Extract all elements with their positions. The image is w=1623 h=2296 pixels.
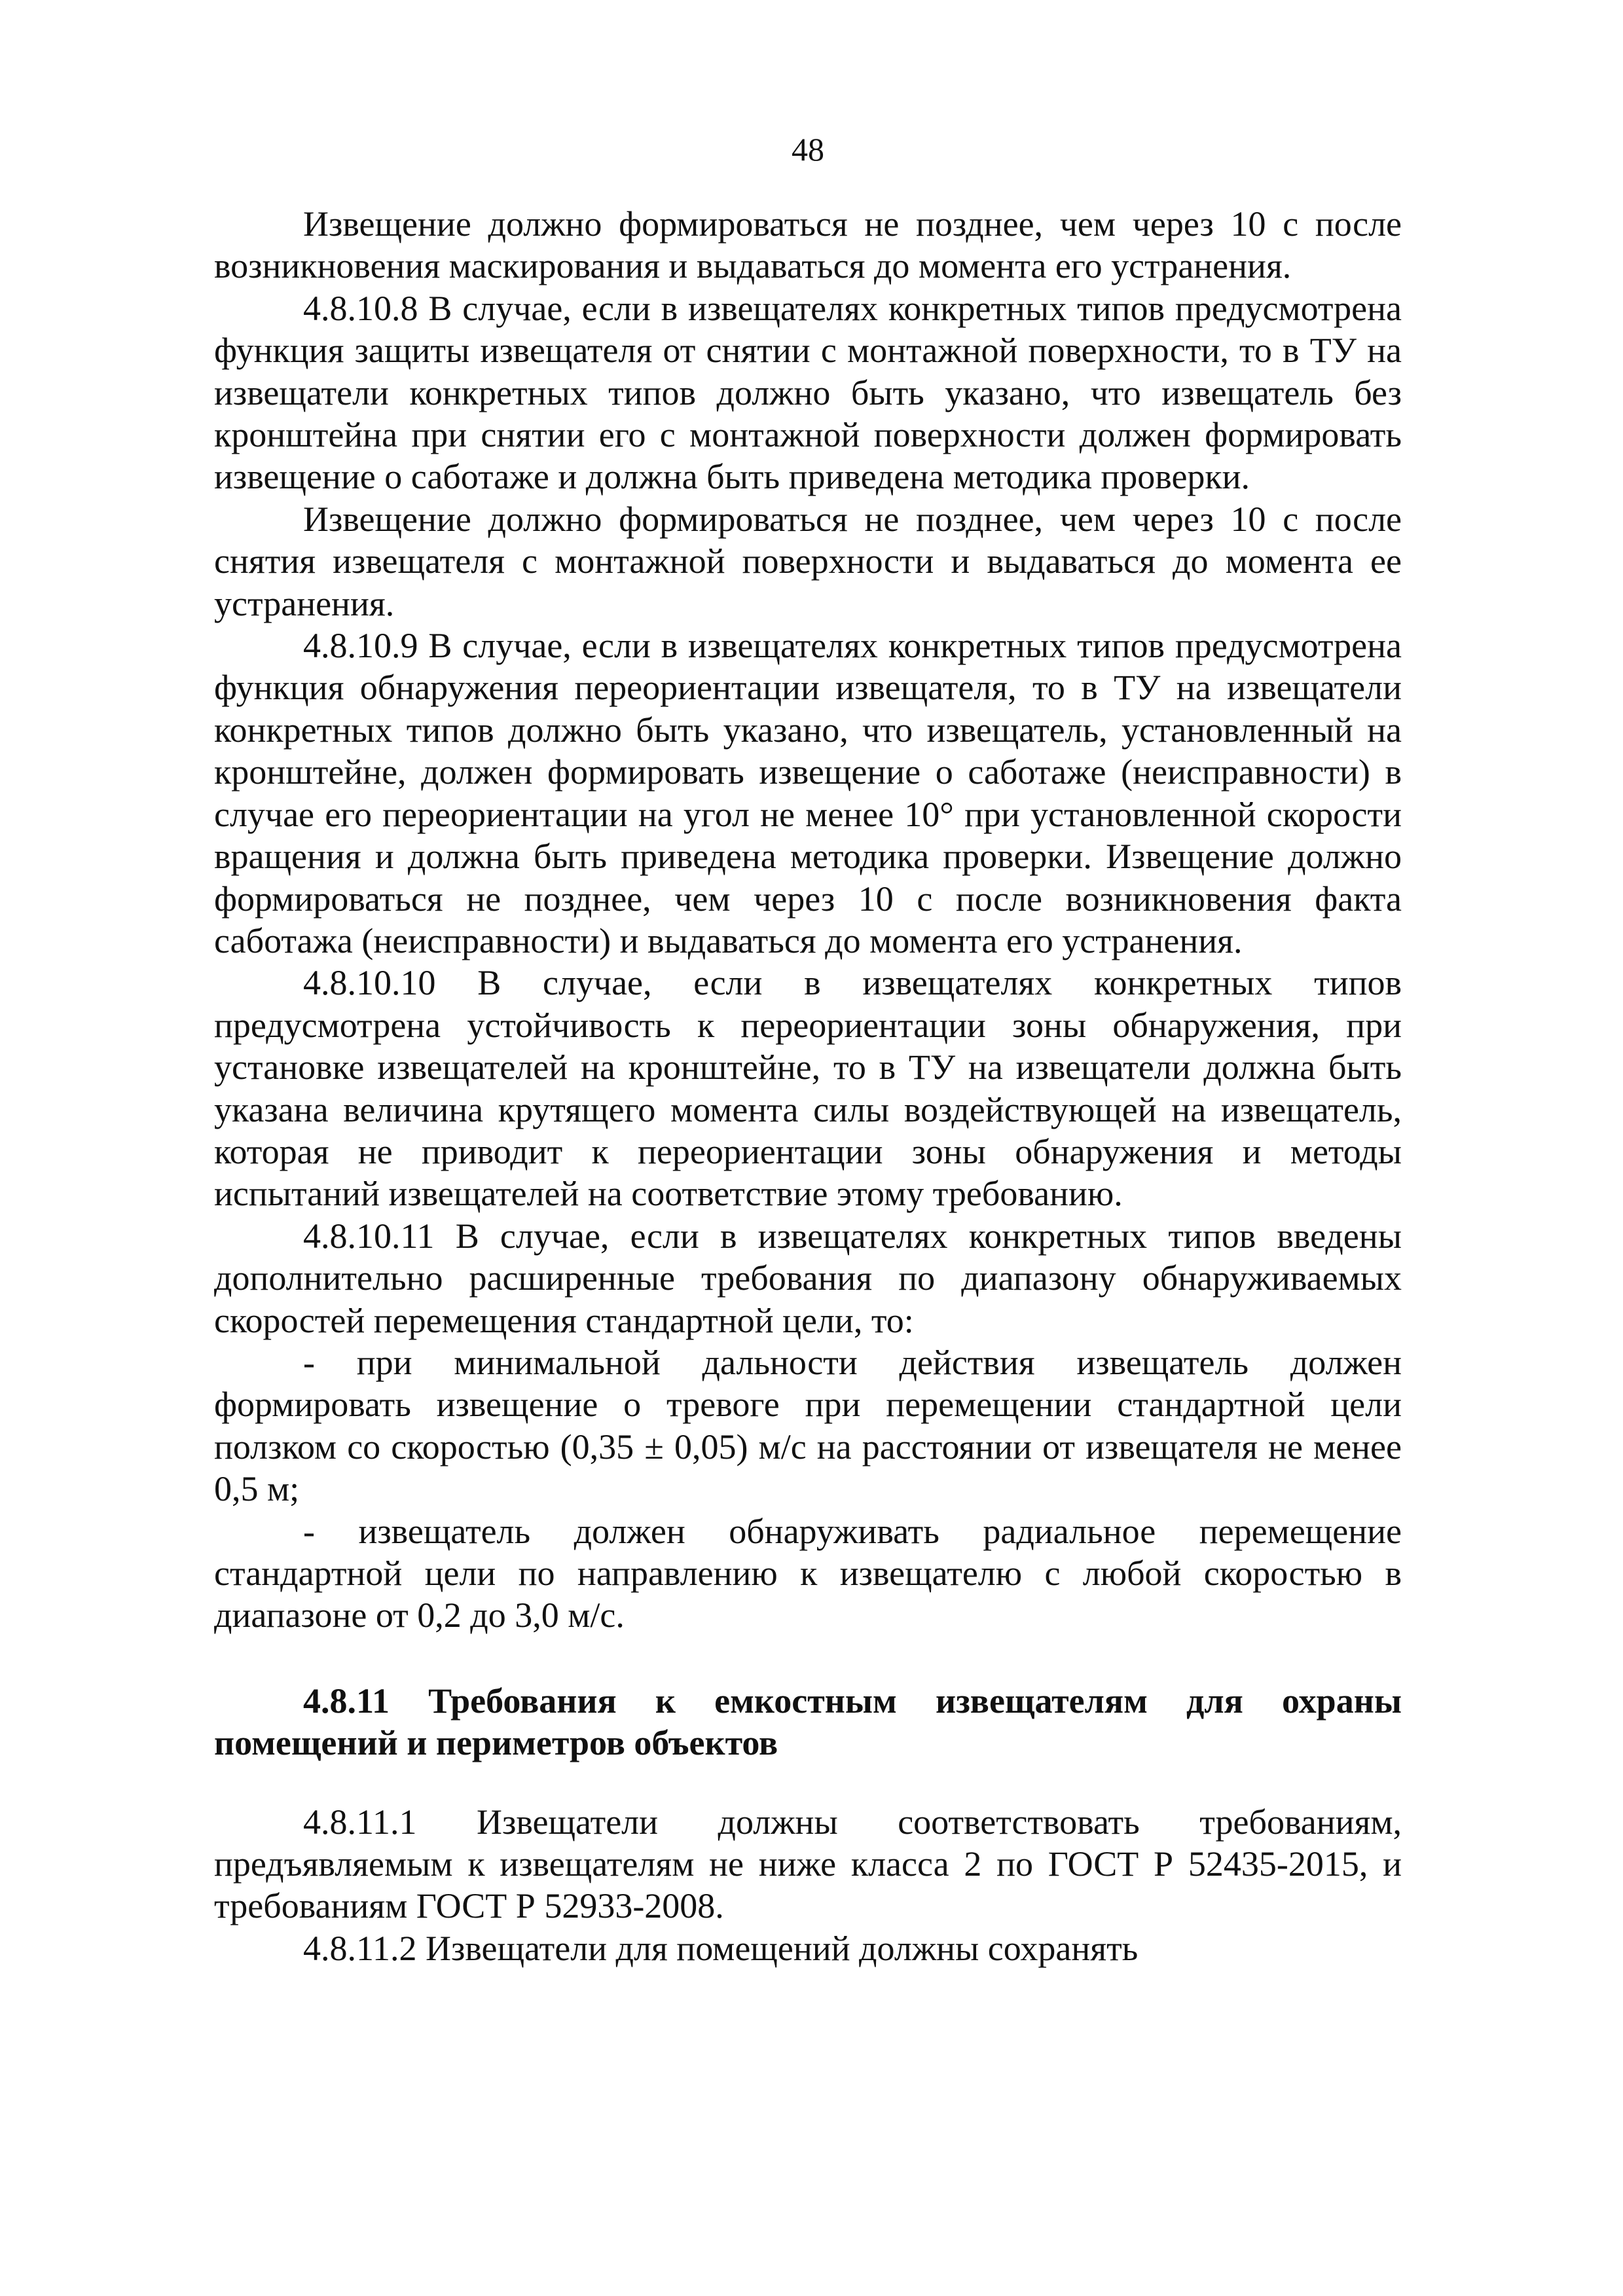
paragraph-4-8-10-10: 4.8.10.10 В случае, если в извещателях конкретных типов предусмотрена устойчивость к переориентации зоны обнаружения, при установке извещателей на кронштейне, то в ТУ на извещатели должна быть указана величина крутящего момента силы воздействующей на извещатель, которая не приводит к переориентации зоны обнаружения и методы испытаний извещателей на соответствие этому требованию. (214, 963, 1402, 1214)
paragraph-4-8-10-8: 4.8.10.8 В случае, если в извещателях конкретных типов предусмотрена функция защиты извещателя от снятии с монтажной поверхности, то в ТУ на извещатели конкретных типов должно быть указано, что извещатель без кронштейна при снятии его с монтажной поверхности должен формировать извещение о саботаже и должна быть приведена методика проверки. (214, 288, 1402, 497)
page-number: 48 (792, 131, 824, 168)
paragraph-removal-notice: Извещение должно формироваться не позднее, чем через 10 с после снятия извещателя с монтажной поверхности и выдаваться до момента ее устранения. (214, 499, 1402, 623)
paragraph-masking-notice: Извещение должно формироваться не позднее, чем через 10 с после возникновения маскирования и выдаваться до момента его устранения. (214, 204, 1402, 286)
list-item-min-range: - при минимальной дальности действия извещатель должен формировать извещение о тревоге при перемещении стандартной цели ползком со скоростью (0,35 ± 0,05) м/с на расстоянии от извещателя не менее 0,5 м; (214, 1342, 1402, 1509)
document-page (214, 0, 1402, 2296)
list-item-radial-movement: - извещатель должен обнаруживать радиальное перемещение стандартной цели по направлению к извещателю с любой скоростью в диапазоне от 0,2 до 3,0 м/с. (214, 1511, 1402, 1635)
paragraph-4-8-10-9: 4.8.10.9 В случае, если в извещателях конкретных типов предусмотрена функция обнаружения переориентации извещателя, то в ТУ на извещатели конкретных типов должно быть указано, что извещатель, установленный на кронштейне, должен формировать извещение о саботаже (неисправности) в случае его переориентации на угол не менее 10° при установленной скорости вращения и должна быть приведена методика проверки. Извещение должно формироваться не позднее, чем через 10 с после возникновения факта саботажа (неисправности) и выдаваться до момента его устранения. (214, 626, 1402, 960)
paragraph-4-8-11-1: 4.8.11.1 Извещатели должны соответствовать требованиям, предъявляемым к извещателям не ниже класса 2 по ГОСТ Р 52435-2015, и требованиям ГОСТ Р 52933-2008. (214, 1802, 1402, 1926)
paragraph-4-8-11-2: 4.8.11.2 Извещатели для помещений должны сохранять (303, 1928, 1139, 1968)
paragraph-4-8-10-11: 4.8.10.11 В случае, если в извещателях конкретных типов введены дополнительно расширенные требования по диапазону обнаруживаемых скоростей перемещения стандартной цели, то: (214, 1216, 1402, 1340)
section-heading-4-8-11: 4.8.11 Требования к емкостным извещателям для охраны помещений и периметров объектов (214, 1681, 1402, 1763)
document-body (214, 203, 1402, 1969)
